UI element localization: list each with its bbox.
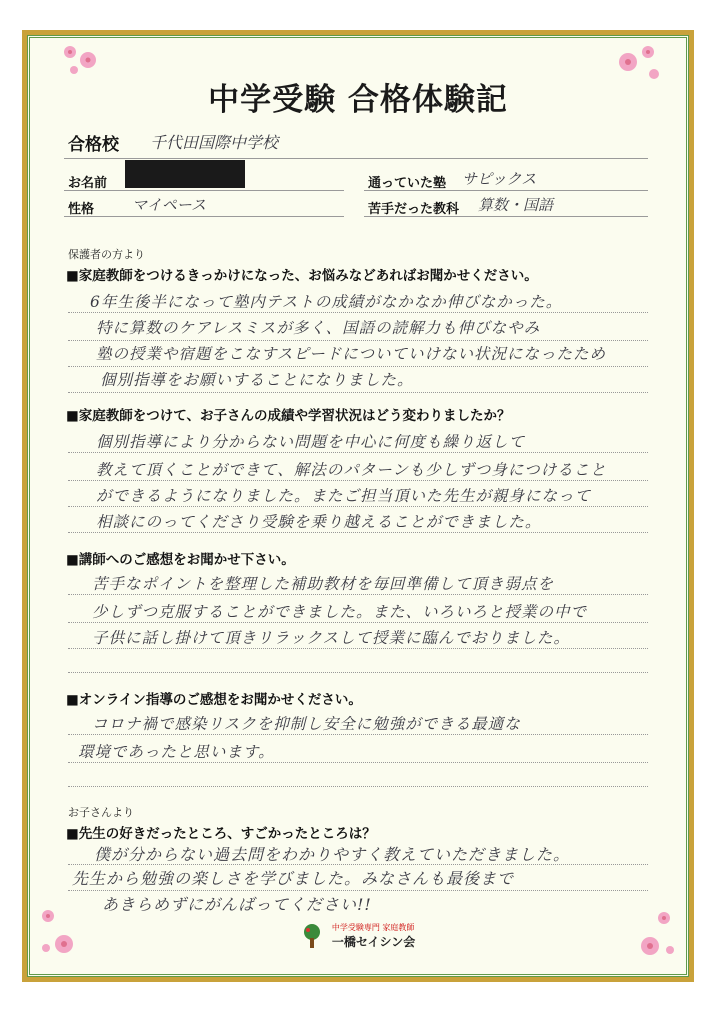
answer-1-line-4: 個別指導をお願いすることになりました。 (100, 371, 414, 389)
answer-rule (68, 506, 648, 507)
answer-2-line-3: ができるようになりました。またご担当頂いた先生が親身になって (96, 487, 592, 505)
answer-rule (68, 392, 648, 393)
answer-3-line-1: 苦手なポイントを整理した補助教材を毎回準備して頂き弱点を (92, 575, 555, 593)
answer-5-line-1: 僕が分からない過去問をわかりやすく教えていただきました。 (94, 845, 571, 864)
name-label: お名前 (68, 176, 108, 191)
weak-subject-value: 算数・国語 (478, 196, 554, 214)
answer-rule (68, 734, 648, 735)
answer-1-line-1: 6年生後半になって塾内テストの成績がなかなか伸びなかった。 (90, 293, 563, 311)
divider (64, 216, 344, 217)
answer-3-line-2: 少しずつ克服することができました。また、いろいろと授業の中で (92, 603, 588, 621)
answer-rule (68, 340, 648, 341)
school-value: 千代田国際中学校 (150, 133, 279, 152)
answer-2-line-4: 相談にのってくださり受験を乗り越えることができました。 (96, 513, 542, 531)
answer-1-line-2: 特に算数のケアレスミスが多く、国語の読解力も伸びなやみ (96, 319, 541, 337)
answer-rule (68, 452, 648, 453)
answer-rule (68, 648, 648, 649)
answer-4-line-1: コロナ禍で感染リスクを抑制し安全に勉強ができる最適な (92, 715, 521, 733)
answer-rule (68, 532, 648, 533)
school-label: 合格校 (68, 135, 119, 155)
answer-rule (68, 762, 648, 763)
answer-rule (68, 366, 648, 367)
answer-rule (68, 864, 648, 865)
answer-rule (68, 594, 648, 595)
logo-tagline: 中学受験専門 家庭教師 (331, 923, 415, 932)
divider (64, 158, 648, 159)
answer-2-line-2: 教えて頂くことができて、解法のパターンも少しずつ身につけること (96, 461, 607, 479)
question-2: ■家庭教師をつけて、お子さんの成績や学習状況はどう変わりましたか？ (66, 408, 511, 424)
answer-2-line-1: 個別指導により分からない問題を中心に何度も繰り返して (96, 433, 526, 451)
answer-4-line-2: 環境であったと思います。 (78, 743, 275, 761)
tree-logo-icon (301, 923, 323, 949)
answer-5-line-2: 先生から勉強の楽しさを学びました。みなさんも最後まで (72, 869, 515, 888)
divider (364, 216, 648, 217)
parent-section-title: 保護者の方より (68, 248, 145, 261)
divider (364, 190, 648, 191)
question-3: ■講師へのご感想をお聞かせ下さい。 (66, 552, 295, 568)
child-section-title: お子さんより (68, 806, 134, 819)
question-4: ■オンライン指導のご感想をお聞かせください。 (66, 692, 362, 708)
weak-subject-label: 苦手だった教科 (368, 202, 460, 217)
cram-value: サピックス (462, 170, 537, 188)
question-5: ■先生の好きだったところ、すごかったところは？ (66, 826, 376, 842)
answer-rule (68, 890, 648, 891)
answer-rule (68, 312, 648, 313)
divider (64, 190, 344, 191)
answer-rule (68, 622, 648, 623)
answer-rule (68, 786, 648, 787)
redacted-name (125, 160, 245, 188)
page-title: 中学受験 合格体験記 (208, 82, 508, 118)
answer-5-line-3: あきらめずにがんばってください!! (102, 895, 372, 914)
company-logo (0, 922, 716, 950)
answer-rule (68, 672, 648, 673)
answer-3-line-3: 子供に話し掛けて頂きリラックスして授業に臨んでおりました。 (92, 629, 571, 647)
cram-label: 通っていた塾 (368, 176, 447, 191)
personality-label: 性格 (68, 202, 95, 217)
answer-1-line-3: 塾の授業や宿題をこなすスピードについていけない状況になったため (96, 345, 606, 363)
question-1: ■家庭教師をつけるきっかけになった、お悩みなどあればお聞かせください。 (66, 268, 538, 284)
answer-rule (68, 480, 648, 481)
logo-name: 一橋セイシン会 (331, 935, 416, 949)
personality-value: マイペース (132, 196, 206, 214)
